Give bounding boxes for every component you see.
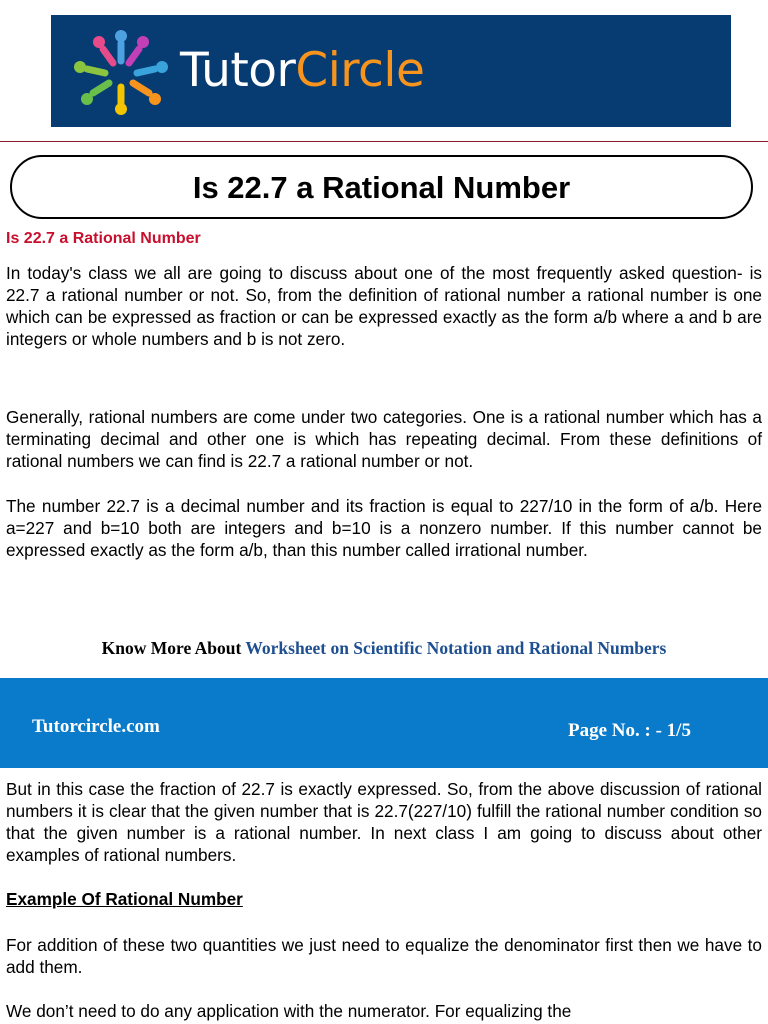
body-paragraph-1 [6, 262, 762, 350]
body-paragraph-5 [6, 934, 762, 978]
paragraph-text: In today's class we all are going to discuss about one of the most frequently asked question- is 22.7 a rational number or not. So, from the definition of rational number a rational number is one which can be expressed as fraction or can be expressed exactly as the form a/b where a and b are integers or whole numbers and b is not zero. [6, 263, 762, 349]
know-more-link[interactable]: Worksheet on Scientific Notation and Rational Numbers [245, 638, 667, 658]
footer-site-name: Tutorcircle.com [32, 716, 160, 737]
paragraph-text: We don’t need to do any application with the numerator. For equalizing the [6, 1001, 572, 1021]
example-heading: Example Of Rational Number [6, 889, 243, 909]
title-box [10, 155, 753, 219]
know-more-line [0, 638, 768, 659]
paragraph-text: For addition of these two quantities we just need to equalize the denominator first then we have to add them. [6, 935, 762, 977]
page-title: Is 22.7 a Rational Number [192, 170, 571, 205]
section-subheading: Is 22.7 a Rational Number [6, 230, 201, 247]
body-paragraph-2 [6, 406, 762, 472]
paragraph-text: Generally, rational numbers are come under two categories. One is a rational number which has a terminating decimal and other one is which has repeating decimal. From these definitions of rational numbers we can find is 22.7 a rational number or not. [6, 407, 762, 471]
tutorcircle-logo-icon [73, 29, 169, 115]
body-paragraph-3 [6, 495, 762, 561]
footer-page-number: Page No. : - 1/5 [568, 720, 691, 741]
page-footer-band [0, 678, 768, 768]
wordmark-tutor: Tutor [180, 43, 296, 98]
tutorcircle-banner [51, 15, 731, 127]
body-paragraph-6 [6, 1000, 762, 1022]
header-divider [0, 141, 768, 142]
body-paragraph-4 [6, 778, 762, 866]
tutorcircle-wordmark [180, 41, 424, 101]
know-more-prefix: Know More About [101, 638, 246, 658]
paragraph-text: But in this case the fraction of 22.7 is exactly expressed. So, from the above discussion of rational numbers it is clear that the given number that is 22.7(227/10) fulfill the rational number condition so that the given number is a rational number. In next class I am going to discuss about other examples of rational numbers. [6, 779, 762, 865]
paragraph-text: The number 22.7 is a decimal number and its fraction is equal to 227/10 in the form of a/b. Here a=227 and b=10 both are integers and b=10 is a nonzero number. If this number cannot be expressed exactly as the form a/b, than this number called irrational number. [6, 496, 762, 560]
wordmark-circle: Circle [295, 43, 425, 98]
